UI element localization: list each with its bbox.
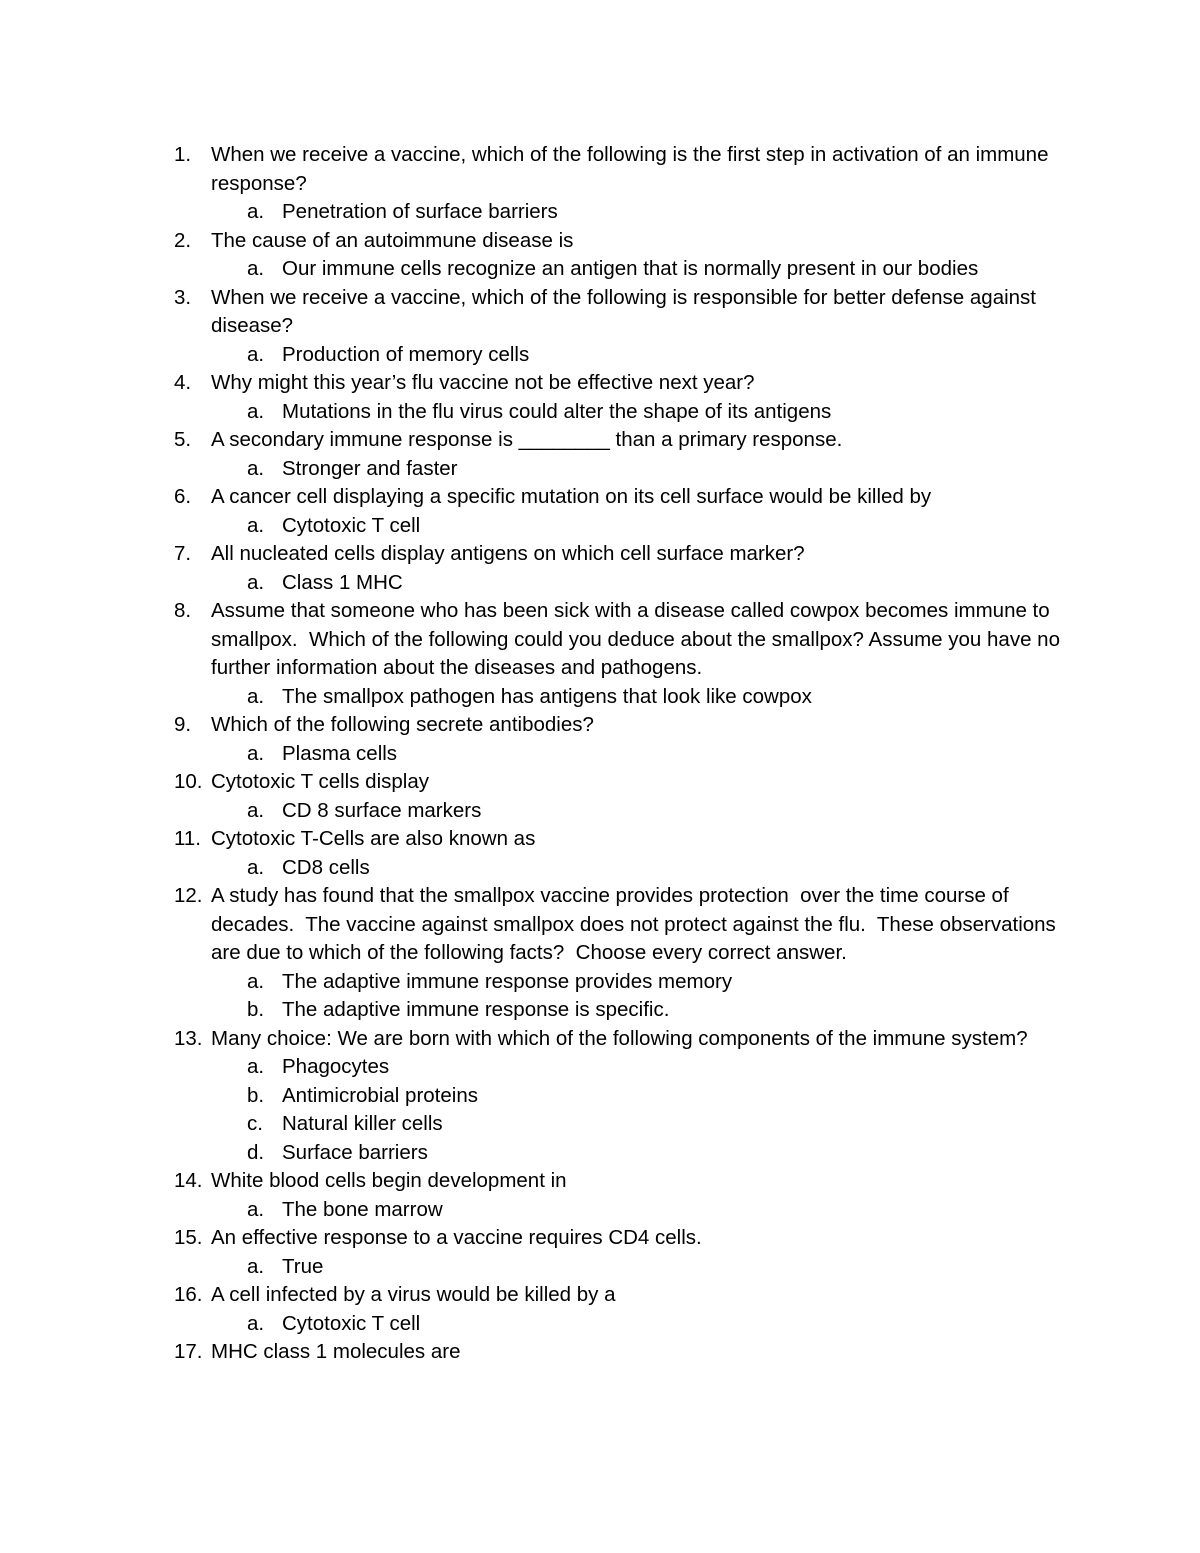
question-text: Cytotoxic T-Cells are also known as [211, 827, 536, 850]
answer-text: Production of memory cells [282, 342, 530, 366]
question-item [0, 426, 1071, 455]
answer-text: Antimicrobial proteins [282, 1083, 478, 1107]
answer-letter: a. [247, 570, 265, 594]
answer-text: Cytotoxic T cell [282, 513, 421, 537]
answer-text: The bone marrow [282, 1197, 443, 1221]
answer-text: The smallpox pathogen has antigens that look like cowpox [282, 684, 812, 708]
answer-text: Plasma cells [282, 741, 398, 765]
answer-item [0, 1196, 1200, 1225]
answer-letter: a. [247, 200, 265, 223]
question-text: The cause of an autoimmune disease is [211, 228, 574, 252]
answer-item [0, 683, 1200, 712]
answer-letter: c. [247, 1112, 263, 1135]
question-text: MHC class 1 molecules are [211, 1340, 461, 1363]
answer-item [0, 1310, 1200, 1339]
question-number: 6. [174, 485, 192, 508]
answer-letter: a. [247, 399, 265, 423]
answer-text: Penetration of surface barriers [282, 200, 558, 223]
answer-text: CD8 cells [282, 855, 370, 879]
question-item [0, 483, 1071, 512]
question-item [0, 882, 1071, 968]
answer-item [0, 198, 1200, 227]
answer-letter: a. [247, 342, 265, 366]
question-text: A secondary immune response is ________ than a primary response. [211, 428, 843, 451]
answer-text: Phagocytes [282, 1055, 390, 1078]
question-text: When we receive a vaccine, which of the following is responsible for better defense against disease? [211, 285, 1042, 337]
question-item [0, 711, 1071, 740]
question-text: A cell infected by a virus would be killed by a [211, 1283, 616, 1306]
question-number: 5. [174, 428, 192, 451]
answer-letter: a. [247, 257, 265, 280]
question-number: 10. [174, 770, 203, 793]
question-text: An effective response to a vaccine requires CD4 cells. [211, 1226, 702, 1249]
answer-text: True [282, 1254, 324, 1278]
answer-item [0, 255, 1200, 284]
question-text: Which of the following secrete antibodies? [211, 713, 594, 736]
answer-item [0, 740, 1200, 769]
answer-text: The adaptive immune response is specific. [282, 998, 670, 1021]
answer-item [0, 968, 1200, 997]
question-item [0, 284, 1071, 341]
question-item [0, 540, 1071, 569]
question-number: 12. [174, 884, 203, 907]
question-item [0, 227, 1071, 256]
question-number: 4. [174, 371, 192, 394]
answer-letter: a. [247, 969, 265, 993]
answer-item [0, 1110, 1200, 1139]
answer-letter: a. [247, 798, 265, 822]
answer-letter: a. [247, 1197, 265, 1221]
question-item [0, 1338, 1071, 1367]
answer-item [0, 455, 1200, 484]
answer-letter: a. [247, 741, 265, 765]
answer-letter: a. [247, 1311, 265, 1335]
answer-letter: d. [247, 1140, 265, 1164]
answer-item [0, 398, 1200, 427]
question-number: 16. [174, 1283, 203, 1306]
question-number: 14. [174, 1169, 203, 1192]
question-number: 8. [174, 599, 192, 622]
answer-letter: a. [247, 513, 265, 537]
answer-item [0, 854, 1200, 883]
answer-text: The adaptive immune response provides memory [282, 969, 733, 993]
answer-item [0, 1139, 1200, 1168]
question-number: 13. [174, 1026, 203, 1050]
answer-text: Stronger and faster [282, 456, 458, 480]
question-number: 7. [174, 542, 192, 565]
answer-letter: a. [247, 684, 265, 708]
answer-item [0, 512, 1200, 541]
question-item [0, 597, 1071, 683]
question-number: 11. [174, 827, 201, 850]
answer-item [0, 1053, 1200, 1082]
question-item [0, 1025, 1071, 1054]
question-number: 3. [174, 285, 192, 309]
answer-text: Mutations in the flu virus could alter the shape of its antigens [282, 399, 832, 423]
answer-text: Cytotoxic T cell [282, 1311, 421, 1335]
question-list [0, 141, 1200, 1367]
question-text: A study has found that the smallpox vaccine provides protection over the time course of decades. The vaccine against smallpox does not protect against the flu. These observations are due to which of the following facts? Choose every correct answer. [211, 884, 1062, 964]
answer-item [0, 569, 1200, 598]
question-number: 9. [174, 713, 192, 736]
answer-letter: a. [247, 1055, 265, 1078]
answer-item [0, 797, 1200, 826]
question-number: 2. [174, 228, 192, 252]
question-text: Many choice: We are born with which of the following components of the immune system? [211, 1026, 1028, 1050]
question-item [0, 1281, 1071, 1310]
answer-text: CD 8 surface markers [282, 798, 482, 822]
answer-item [0, 996, 1200, 1025]
answer-letter: b. [247, 998, 265, 1021]
question-item [0, 141, 1071, 198]
question-text: A cancer cell displaying a specific mutation on its cell surface would be killed by [211, 485, 932, 508]
question-text: Why might this year’s flu vaccine not be effective next year? [211, 371, 755, 394]
answer-text: Surface barriers [282, 1140, 428, 1164]
answer-item [0, 1253, 1200, 1282]
answer-text: Natural killer cells [282, 1112, 443, 1135]
question-item [0, 768, 1071, 797]
question-item [0, 369, 1071, 398]
question-text: White blood cells begin development in [211, 1169, 567, 1192]
question-text: Assume that someone who has been sick with a disease called cowpox becomes immune to smallpox. Which of the following could you deduce about the smallpox? Assume you have no further information about the diseases and pathogens. [211, 599, 1066, 679]
answer-letter: a. [247, 855, 265, 879]
answer-letter: b. [247, 1083, 265, 1107]
answer-letter: a. [247, 456, 265, 480]
question-text: All nucleated cells display antigens on which cell surface marker? [211, 542, 805, 565]
question-number: 1. [174, 143, 192, 166]
question-item [0, 825, 1071, 854]
answer-item [0, 341, 1200, 370]
answer-text: Our immune cells recognize an antigen that is normally present in our bodies [282, 257, 979, 280]
question-text: When we receive a vaccine, which of the following is the first step in activation of an immune response? [211, 143, 1055, 195]
question-item [0, 1167, 1071, 1196]
question-number: 15. [174, 1226, 203, 1249]
question-item [0, 1224, 1071, 1253]
answer-letter: a. [247, 1254, 265, 1278]
answer-item [0, 1082, 1200, 1111]
question-number: 17. [174, 1340, 203, 1363]
question-text: Cytotoxic T cells display [211, 770, 429, 793]
answer-text: Class 1 MHC [282, 570, 403, 594]
